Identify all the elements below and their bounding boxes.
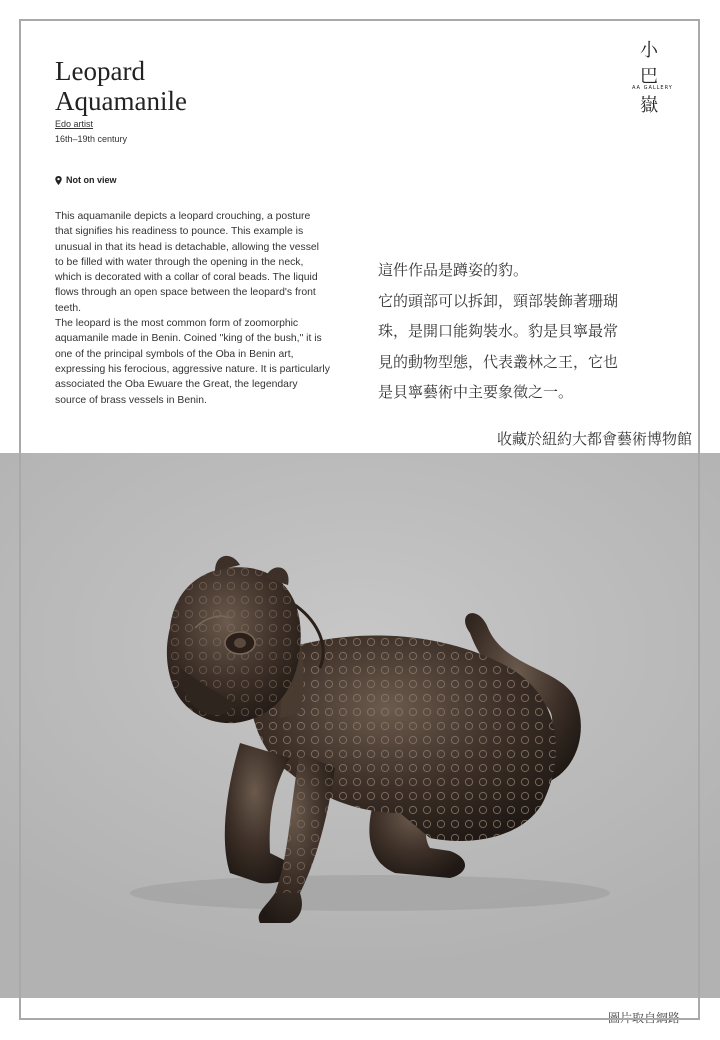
artist-link[interactable]: Edo artist [55, 119, 94, 129]
logo-char-3: 嶽 [640, 95, 658, 116]
artwork-photo [0, 453, 720, 998]
description [55, 209, 330, 408]
chinese-line-1: 這件作品是蹲姿的豹。 [378, 261, 529, 279]
view-status [55, 175, 117, 185]
chinese-line-3: 珠，是開口能夠裝水。豹是貝寧最常 [378, 322, 619, 340]
description-paragraph-1: This aquamanile depicts a leopard crouching, a posture that signifies his readiness to pounce. This example is unusual in that its head is detachable, allowing the vessel to be filled with water through the opening in the neck, which is decorated with a collar of coral beads. The liquid flows through an open space between the leopard's front teeth. [55, 211, 319, 314]
logo-subtitle: AA GALLERY [632, 85, 673, 91]
image-credit: 圖片取自網路 [607, 1011, 680, 1025]
description-paragraph-2: The leopard is the most common form of zoomorphic aquamanile made in Benin. Coined "king of the bush," it is one of the principal symbols of the Oba in Benin art, expressing his ferocious, aggressive nature. It is particularly associated the Oba Ewuare the Great, the legendary source of brass vessels in Benin. [55, 318, 330, 406]
location-pin-icon [55, 176, 62, 185]
chinese-line-5: 是貝寧藝術中主要象徵之一。 [378, 383, 574, 401]
artwork-date: 16th–19th century [55, 134, 128, 144]
title-line-1: Leopard [55, 56, 145, 86]
logo-char-1: 小 [640, 40, 658, 61]
view-status-label: Not on view [66, 175, 117, 185]
logo-char-2: 巴 [640, 66, 658, 87]
chinese-line-4: 見的動物型態，代表叢林之王，它也 [378, 352, 619, 371]
chinese-description [378, 255, 648, 408]
title-line-2: Aquamanile [55, 86, 187, 116]
gallery-logo [632, 36, 678, 116]
chinese-line-2: 它的頭部可以拆卸，頸部裝飾著珊瑚 [378, 291, 619, 310]
museum-collection-note: 收藏於紐約大都會藝術博物館 [496, 430, 692, 448]
leopard-aquamanile-image [0, 453, 720, 998]
artwork-title [55, 56, 187, 116]
